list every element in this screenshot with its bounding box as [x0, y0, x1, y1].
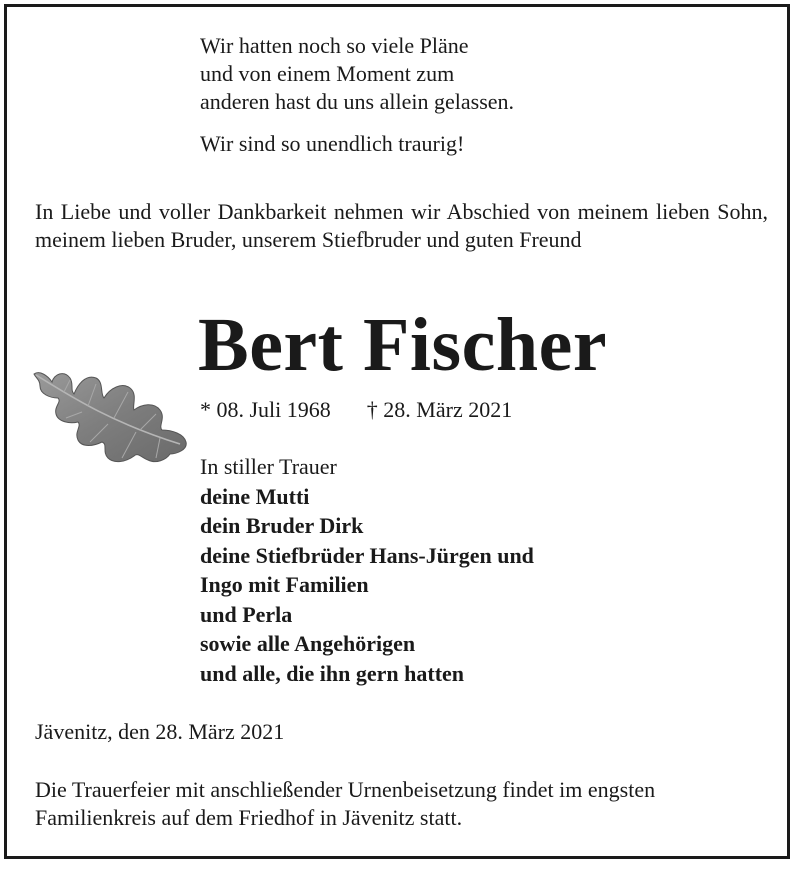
- poem-line: Wir hatten noch so viele Pläne: [200, 33, 469, 58]
- poem-spacer: [200, 116, 514, 130]
- poem-line: anderen hast du uns allein gelassen.: [200, 89, 515, 114]
- mourner-name: und Perla: [200, 601, 293, 627]
- place-and-date: Jävenitz, den 28. März 2021: [35, 719, 285, 744]
- mourner-name: deine Stiefbrüder Hans-Jürgen und: [200, 542, 534, 568]
- mourner-name: deine Mutti: [200, 483, 310, 509]
- poem: [200, 32, 514, 158]
- birth-date: * 08. Juli 1968: [200, 397, 331, 422]
- oak-leaf-icon: [30, 360, 200, 470]
- mourner-name: und alle, die ihn gern hatten: [200, 660, 465, 686]
- funeral-notice: [35, 776, 655, 832]
- poem-closing: Wir sind so unendlich traurig!: [200, 131, 465, 156]
- death-date: † 28. März 2021: [366, 397, 513, 422]
- funeral-line: Familienkreis auf dem Friedhof in Jävenitz statt.: [35, 805, 463, 830]
- deceased-name: Bert Fischer: [198, 303, 608, 387]
- mourners-heading: In stiller Trauer: [200, 454, 337, 479]
- intro-text: In Liebe und voller Dankbarkeit nehmen wir Abschied von meinem lieben Sohn, meinem lieben Bruder, unserem Stiefbruder und guten Freund: [35, 199, 768, 252]
- poem-line: und von einem Moment zum: [200, 61, 455, 86]
- life-dates: [200, 396, 512, 424]
- mourner-name: sowie alle Angehörigen: [200, 631, 416, 656]
- mourner-name: dein Bruder Dirk: [200, 513, 364, 538]
- mourner-name: Ingo mit Familien: [200, 572, 369, 597]
- funeral-line: Die Trauerfeier mit anschließender Urnenbeisetzung findet im engsten: [35, 777, 656, 802]
- mourners-list: [200, 452, 534, 688]
